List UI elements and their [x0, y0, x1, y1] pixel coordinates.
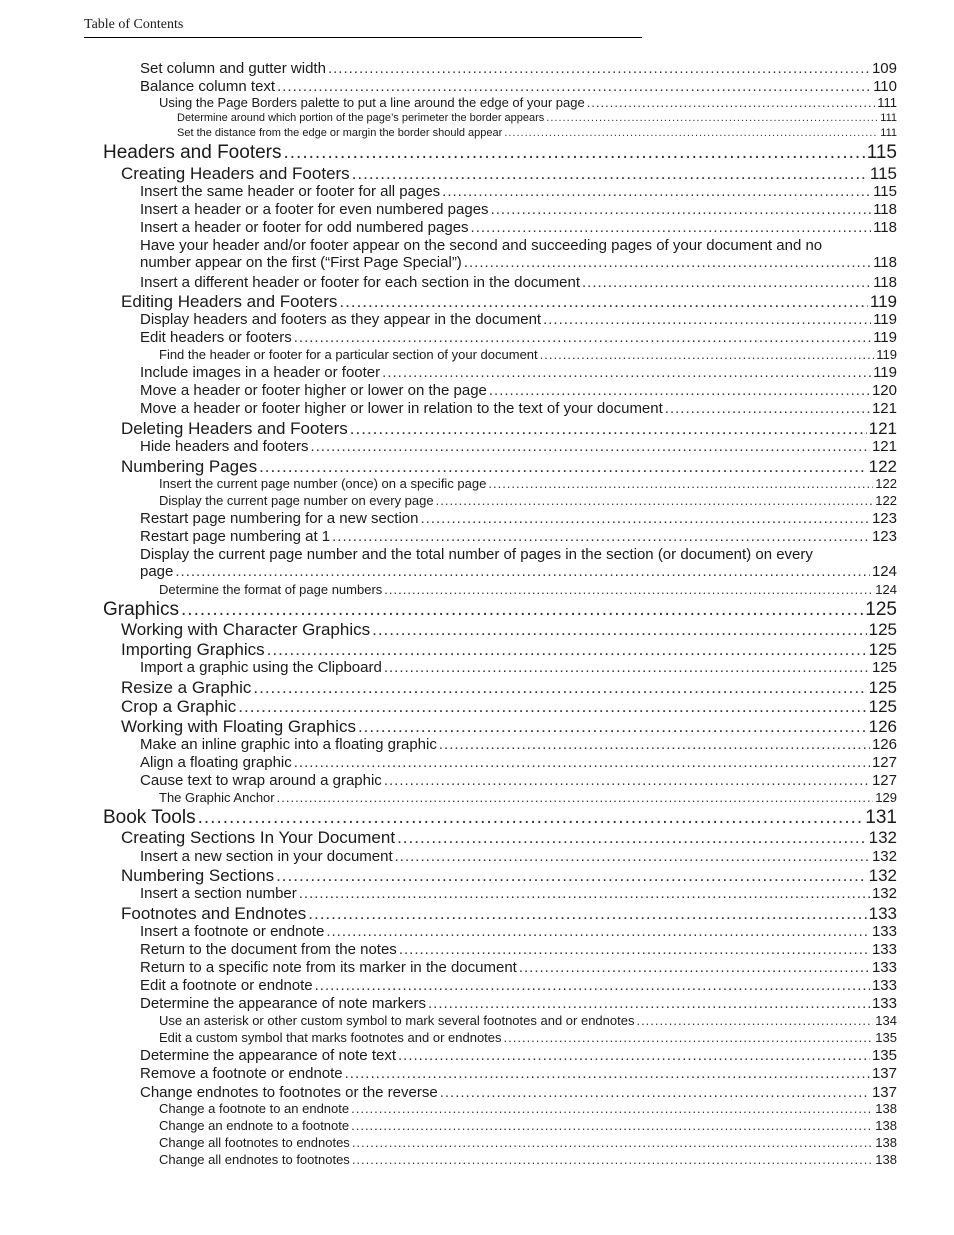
toc-entry-text: Cause text to wrap around a graphic — [140, 772, 382, 789]
dot-leader — [328, 60, 870, 77]
toc-entry-creating-sections-in-your-document[interactable] — [121, 828, 897, 848]
toc-entry-insert-a-section-number[interactable] — [140, 885, 897, 902]
toc-entry-headers-and-footers[interactable] — [103, 142, 897, 164]
toc-entry-edit-a-footnote-or-endnote[interactable] — [140, 977, 897, 994]
toc-entry-display-headers-and-footers-as-they-appe[interactable] — [140, 311, 897, 328]
toc-entry-find-the-header-or-footer-for-a-particul[interactable] — [159, 347, 897, 362]
toc-entry-insert-the-same-header-or-footer-for-all[interactable] — [140, 183, 897, 200]
dot-leader — [436, 493, 874, 508]
dot-leader — [332, 528, 870, 545]
toc-page-number: 118 — [873, 274, 897, 291]
toc-page-number: 120 — [871, 382, 897, 399]
toc-page-number: 119 — [876, 347, 897, 362]
toc-entry-text: Edit a footnote or endnote — [140, 977, 313, 994]
dot-leader — [665, 400, 870, 417]
toc-entry-text: Set column and gutter width — [140, 60, 326, 77]
toc-entry-editing-headers-and-footers[interactable] — [121, 292, 897, 312]
toc-entry-include-images-in-a-header-or-footer[interactable] — [140, 364, 897, 381]
toc-entry-text: Deleting Headers and Footers — [121, 419, 348, 438]
toc-entry-continuation — [140, 254, 897, 271]
toc-entry-text: Align a floating graphic — [140, 754, 292, 771]
toc-entry-balance-column-text[interactable] — [140, 78, 897, 95]
dot-leader — [428, 995, 870, 1012]
toc-entry-text: Footnotes and Endnotes — [121, 904, 307, 923]
toc-entry-insert-a-footnote-or-endnote[interactable] — [140, 923, 897, 940]
toc-entry-text: Edit a custom symbol that marks footnotes and or endnotes — [159, 1030, 502, 1045]
toc-page-number: 125 — [868, 678, 897, 697]
toc-page-number: 111 — [880, 127, 897, 139]
dot-leader — [440, 1084, 870, 1101]
toc-page-number: 132 — [868, 828, 897, 847]
toc-entry-text: Insert a header or footer for odd numbered pages — [140, 219, 469, 236]
toc-entry-creating-headers-and-footers[interactable] — [121, 164, 897, 184]
toc-entry-text: Insert a header or a footer for even numbered pages — [140, 201, 489, 218]
toc-entry-the-graphic-anchor[interactable] — [159, 790, 897, 805]
toc-entry-determine-around-which-portion-of-the-pa[interactable] — [177, 112, 897, 124]
toc-entry-make-an-inline-graphic-into-a-floating-g[interactable] — [140, 736, 897, 753]
toc-page-number: 122 — [868, 457, 897, 476]
toc-page-number: 125 — [871, 659, 897, 676]
dot-leader — [382, 364, 871, 381]
toc-entry-text: Determine the format of page numbers — [159, 582, 383, 597]
toc-entry-text: Return to a specific note from its marker in the document — [140, 959, 517, 976]
dot-leader — [345, 1065, 870, 1082]
dot-leader — [384, 582, 873, 597]
toc-entry-using-the-page-borders-palette-to-put-a-[interactable] — [159, 95, 897, 110]
toc-page-number: 132 — [868, 866, 897, 885]
toc-page-number: 122 — [875, 493, 897, 508]
toc-entry-text: Working with Floating Graphics — [121, 717, 356, 736]
toc-entry-hide-headers-and-footers[interactable] — [140, 438, 897, 455]
toc-page-number: 121 — [871, 400, 897, 417]
toc-entry-resize-a-graphic[interactable] — [121, 678, 897, 698]
toc-entry-restart-page-numbering-at-1[interactable] — [140, 528, 897, 545]
toc-page-number: 125 — [868, 640, 897, 659]
running-header-title: Table of Contents — [84, 17, 184, 32]
dot-leader — [636, 1013, 873, 1028]
toc-page-number: 110 — [873, 78, 897, 95]
toc-entry-text: Remove a footnote or endnote — [140, 1065, 343, 1082]
toc-entry-working-with-floating-graphics[interactable] — [121, 717, 897, 737]
toc-entry-text: The Graphic Anchor — [159, 790, 275, 805]
toc-page-number: 132 — [871, 848, 897, 865]
toc-entry-text: Make an inline graphic into a floating graphic — [140, 736, 437, 753]
toc-entry-change-an-endnote-to-a-footnote[interactable] — [159, 1118, 897, 1133]
toc-entry-text: Insert a new section in your document — [140, 848, 393, 865]
toc-entry-align-a-floating-graphic[interactable] — [140, 754, 897, 771]
dot-leader — [277, 790, 874, 805]
toc-page-number: 125 — [865, 599, 897, 620]
toc-entry-change-endnotes-to-footnotes-or-the-reve[interactable] — [140, 1084, 897, 1101]
toc-entry-set-the-distance-from-the-edge-or-margin[interactable] — [177, 127, 897, 139]
toc-entry-text: Hide headers and footers — [140, 438, 309, 455]
toc-entry-text: Restart page numbering for a new section — [140, 510, 419, 527]
dot-leader — [310, 438, 870, 455]
dot-leader — [198, 807, 864, 829]
toc-page-number: 109 — [871, 60, 897, 77]
toc-page-number: 133 — [871, 923, 897, 940]
toc-page-number: 123 — [871, 528, 897, 545]
toc-entry-insert-a-header-or-footer-for-odd-number[interactable] — [140, 219, 897, 236]
toc-entry-change-a-footnote-to-an-endnote[interactable] — [159, 1101, 897, 1116]
toc-page-number: 122 — [875, 476, 897, 491]
toc-page-number: 138 — [875, 1135, 897, 1150]
toc-entry-deleting-headers-and-footers[interactable] — [121, 419, 897, 439]
toc-page-number: 119 — [873, 329, 897, 346]
toc-entry-text: Graphics — [103, 599, 180, 620]
toc-page-number: 119 — [873, 364, 897, 381]
toc-page-number: 133 — [871, 995, 897, 1012]
toc-page-number: 115 — [869, 164, 897, 183]
toc-page-number: 135 — [871, 1047, 897, 1064]
dot-leader — [175, 563, 870, 580]
toc-page-number: 131 — [865, 807, 897, 828]
toc-page-number: 135 — [875, 1030, 897, 1045]
toc-entry-insert-a-different-header-or-footer-for-[interactable] — [140, 274, 897, 291]
dot-leader — [471, 219, 872, 236]
toc-entry-text: Headers and Footers — [103, 142, 282, 163]
toc-entry-text: Display the current page number and the total number of pages in the section (or document) on every — [140, 546, 813, 563]
toc-page-number: 124 — [875, 582, 897, 597]
toc-entry-move-a-header-or-footer-higher-or-lower-[interactable] — [140, 400, 897, 417]
toc-page-number: 111 — [877, 95, 897, 110]
toc-entry-restart-page-numbering-for-a-new-section[interactable] — [140, 510, 897, 527]
dot-leader — [352, 164, 868, 184]
toc-entry-text: Working with Character Graphics — [121, 620, 371, 639]
dot-leader — [421, 510, 870, 527]
toc-entry-text-continued: number appear on the first (“First Page Special”) — [140, 254, 462, 271]
toc-entry-text: Resize a Graphic — [121, 678, 252, 697]
dot-leader — [308, 904, 866, 924]
toc-entry-text: Editing Headers and Footers — [121, 292, 338, 311]
dot-leader — [259, 457, 867, 477]
dot-leader — [519, 959, 870, 976]
dot-leader — [399, 941, 870, 958]
dot-leader — [397, 828, 867, 848]
dot-leader — [339, 292, 867, 312]
toc-page-number: 121 — [868, 419, 897, 438]
toc-entry-text: Return to the document from the notes — [140, 941, 397, 958]
toc-page-number: 127 — [871, 772, 897, 789]
toc-entry-text: Balance column text — [140, 78, 276, 95]
toc-page-number: 124 — [871, 563, 897, 580]
dot-leader — [238, 697, 866, 717]
toc-page-number: 138 — [875, 1101, 897, 1116]
toc-entry-continuation — [140, 563, 897, 580]
toc-entry-text: Change endnotes to footnotes or the reverse — [140, 1084, 438, 1101]
dot-leader — [384, 772, 870, 789]
dot-leader — [439, 736, 870, 753]
toc-page-number: 133 — [871, 977, 897, 994]
toc-entry-insert-the-current-page-number-once-on-a[interactable] — [159, 476, 897, 491]
toc-entry-return-to-a-specific-note-from-its-marke[interactable] — [140, 959, 897, 976]
toc-page-number: 119 — [873, 311, 897, 328]
toc-entry-display-the-current-page-number-on-every[interactable] — [159, 493, 897, 508]
toc-page-number: 133 — [871, 959, 897, 976]
toc-entry-insert-a-new-section-in-your-document[interactable] — [140, 848, 897, 865]
toc-page-number: 127 — [871, 754, 897, 771]
dot-leader — [543, 311, 871, 328]
dot-leader — [504, 127, 878, 139]
dot-leader — [442, 183, 871, 200]
toc-entry-text: Move a header or footer higher or lower in relation to the text of your document — [140, 400, 663, 417]
running-header — [84, 16, 642, 38]
dot-leader — [350, 419, 867, 439]
toc-entry-numbering-pages[interactable] — [121, 457, 897, 477]
toc-entry-working-with-character-graphics[interactable] — [121, 620, 897, 640]
toc-entry-text: Crop a Graphic — [121, 697, 237, 716]
toc-entry-crop-a-graphic[interactable] — [121, 697, 897, 717]
toc-page-number: 118 — [873, 254, 897, 271]
toc-entry-change-all-endnotes-to-footnotes[interactable] — [159, 1152, 897, 1167]
toc-page-number: 118 — [873, 201, 897, 218]
toc-entry-text: Insert the current page number (once) on a specific page — [159, 476, 487, 491]
dot-leader — [488, 476, 873, 491]
toc-entry-text: Import a graphic using the Clipboard — [140, 659, 382, 676]
toc-entry-determine-the-appearance-of-note-markers[interactable] — [140, 995, 897, 1012]
toc-entry-have-your-header-and-or-footer-appear-on[interactable] — [140, 237, 897, 271]
toc-entry-text: Use an asterisk or other custom symbol to mark several footnotes and or endnotes — [159, 1013, 635, 1028]
toc-entry-determine-the-appearance-of-note-text[interactable] — [140, 1047, 897, 1064]
toc-entry-text: Have your header and/or footer appear on the second and succeeding pages of your document and no — [140, 237, 823, 254]
dot-leader — [277, 78, 871, 95]
dot-leader — [181, 599, 863, 621]
toc-entry-insert-a-header-or-a-footer-for-even-num[interactable] — [140, 201, 897, 218]
toc-entry-text: Edit headers or footers — [140, 329, 292, 346]
toc-entry-text: Determine the appearance of note markers — [140, 995, 426, 1012]
dot-leader — [540, 347, 875, 362]
toc-page-number: 115 — [873, 183, 897, 200]
dot-leader — [398, 1047, 870, 1064]
toc-entry-change-all-footnotes-to-endnotes[interactable] — [159, 1135, 897, 1150]
toc-entry-move-a-header-or-footer-higher-or-lower-[interactable] — [140, 382, 897, 399]
toc-entry-text: Change all endnotes to footnotes — [159, 1152, 350, 1167]
dot-leader — [395, 848, 870, 865]
dot-leader — [267, 640, 867, 660]
toc-entry-text: Set the distance from the edge or margin the border should appear — [177, 127, 503, 139]
toc-entry-text-continued: page — [140, 563, 174, 580]
dot-leader — [352, 1152, 873, 1167]
toc-entry-text: Numbering Pages — [121, 457, 258, 476]
dot-leader — [326, 923, 870, 940]
toc-entry-text: Display headers and footers as they appear in the document — [140, 311, 542, 328]
toc-entry-text: Change a footnote to an endnote — [159, 1101, 350, 1116]
toc-entry-use-an-asterisk-or-other-custom-symbol-t[interactable] — [159, 1013, 897, 1028]
toc-entry-set-column-and-gutter-width[interactable] — [140, 60, 897, 77]
toc-page-number: 132 — [871, 885, 897, 902]
toc-entry-edit-headers-or-footers[interactable] — [140, 329, 897, 346]
toc-entry-numbering-sections[interactable] — [121, 866, 897, 886]
toc-page-number: 118 — [873, 219, 897, 236]
dot-leader — [276, 866, 867, 886]
dot-leader — [351, 1118, 873, 1133]
toc-entry-text: Importing Graphics — [121, 640, 265, 659]
toc-entry-remove-a-footnote-or-endnote[interactable] — [140, 1065, 897, 1082]
toc-entry-import-a-graphic-using-the-clipboard[interactable] — [140, 659, 897, 676]
toc-page-number: 126 — [871, 736, 897, 753]
toc-entry-text: Insert a section number — [140, 885, 297, 902]
toc-entry-book-tools[interactable] — [103, 807, 897, 829]
dot-leader — [504, 1030, 874, 1045]
toc-entry-display-the-current-page-number-and-the-[interactable] — [140, 546, 897, 580]
toc-entry-text: Creating Sections In Your Document — [121, 828, 396, 847]
dot-leader — [464, 254, 871, 271]
dot-leader — [351, 1101, 873, 1116]
toc-page-number: 133 — [871, 941, 897, 958]
toc-entry-text: Book Tools — [103, 807, 196, 828]
toc-entry-text: Insert the same header or footer for all pages — [140, 183, 441, 200]
dot-leader — [372, 620, 867, 640]
toc-page-number: 125 — [868, 620, 897, 639]
toc-entry-determine-the-format-of-page-numbers[interactable] — [159, 582, 897, 597]
toc-entry-text: Insert a footnote or endnote — [140, 923, 325, 940]
toc-entry-text: Insert a different header or footer for each section in the document — [140, 274, 580, 291]
toc-entry-text: Using the Page Borders palette to put a line around the edge of your page — [159, 95, 585, 110]
toc-page-number: 137 — [871, 1065, 897, 1082]
toc-entry-text: Creating Headers and Footers — [121, 164, 350, 183]
toc-page-number: 137 — [871, 1084, 897, 1101]
dot-leader — [582, 274, 871, 291]
toc-entry-text: Determine the appearance of note text — [140, 1047, 396, 1064]
dot-leader — [294, 754, 870, 771]
dot-leader — [253, 678, 866, 698]
toc-entry-return-to-the-document-from-the-notes[interactable] — [140, 941, 897, 958]
toc-entry-importing-graphics[interactable] — [121, 640, 897, 660]
toc-entry-cause-text-to-wrap-around-a-graphic[interactable] — [140, 772, 897, 789]
toc-page-number: 111 — [880, 112, 897, 124]
dot-leader — [546, 112, 878, 124]
toc-page-number: 121 — [871, 438, 897, 455]
dot-leader — [491, 201, 872, 218]
toc-entry-text: Include images in a header or footer — [140, 364, 381, 381]
dot-leader — [352, 1135, 873, 1150]
toc-entry-text: Numbering Sections — [121, 866, 275, 885]
toc-entry-footnotes-and-endnotes[interactable] — [121, 904, 897, 924]
toc-page-number: 115 — [866, 142, 897, 163]
dot-leader — [358, 717, 867, 737]
toc-entry-edit-a-custom-symbol-that-marks-footnote[interactable] — [159, 1030, 897, 1045]
dot-leader — [299, 885, 870, 902]
dot-leader — [489, 382, 870, 399]
toc-page-number: 125 — [868, 697, 897, 716]
dot-leader — [294, 329, 871, 346]
toc-page-number: 133 — [868, 904, 897, 923]
toc-entry-text: Determine around which portion of the page’s perimeter the border appears — [177, 112, 545, 124]
toc-page-number: 119 — [869, 292, 897, 311]
dot-leader — [284, 142, 865, 164]
toc-entry-text: Change all footnotes to endnotes — [159, 1135, 350, 1150]
toc-entry-text: Change an endnote to a footnote — [159, 1118, 350, 1133]
toc-entry-text: Display the current page number on every page — [159, 493, 434, 508]
dot-leader — [384, 659, 870, 676]
toc-entry-text: Restart page numbering at 1 — [140, 528, 331, 545]
toc-entry-text: Find the header or footer for a particular section of your document — [159, 347, 538, 362]
dot-leader — [315, 977, 870, 994]
toc-entry-text: Move a header or footer higher or lower on the page — [140, 382, 487, 399]
toc-page-number: 134 — [875, 1013, 897, 1028]
toc-page-number: 138 — [875, 1118, 897, 1133]
dot-leader — [587, 95, 876, 110]
toc-page-number: 129 — [875, 790, 897, 805]
toc-page-number: 123 — [871, 510, 897, 527]
toc-entry-graphics[interactable] — [103, 599, 897, 621]
toc-page-number: 138 — [875, 1152, 897, 1167]
toc-page-number: 126 — [868, 717, 897, 736]
